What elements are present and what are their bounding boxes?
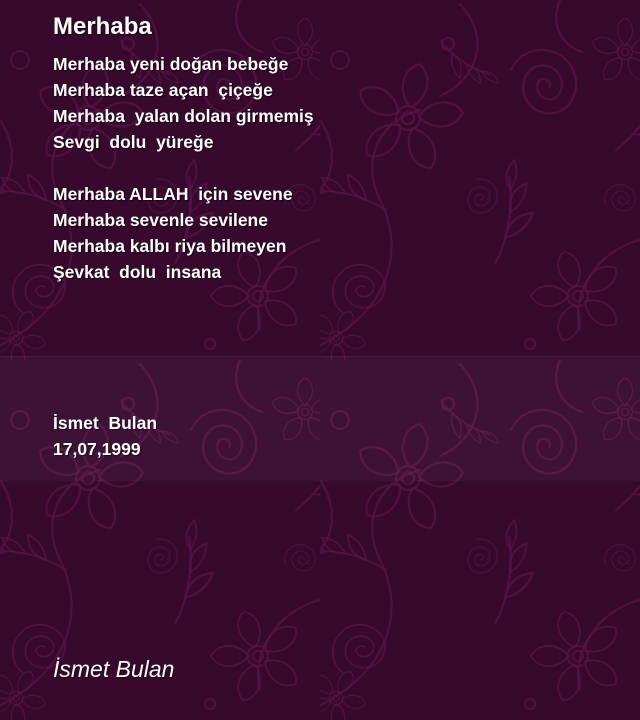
poem-line: Merhaba kalbı riya bilmeyen [53, 236, 287, 256]
poem-date: 17,07,1999 [53, 439, 141, 459]
poem-line: Sevgi dolu yüreğe [53, 132, 214, 152]
poem-line: Merhaba sevenle sevilene [53, 210, 268, 230]
author-name: İsmet Bulan [53, 413, 158, 433]
poem-line: Şevkat dolu insana [53, 262, 222, 282]
poem-title: Merhaba [53, 13, 152, 40]
poem-meta [53, 410, 157, 462]
poem-line: Merhaba yeni doğan bebeğe [53, 54, 289, 74]
stanza-1 [53, 51, 314, 155]
signature: İsmet Bulan [53, 656, 175, 682]
poem-line: Merhaba ALLAH için sevene [53, 184, 293, 204]
poem-line: Merhaba taze açan çiçeğe [53, 80, 273, 100]
stanza-2 [53, 181, 293, 285]
poem-line: Merhaba yalan dolan girmemiş [53, 106, 314, 126]
